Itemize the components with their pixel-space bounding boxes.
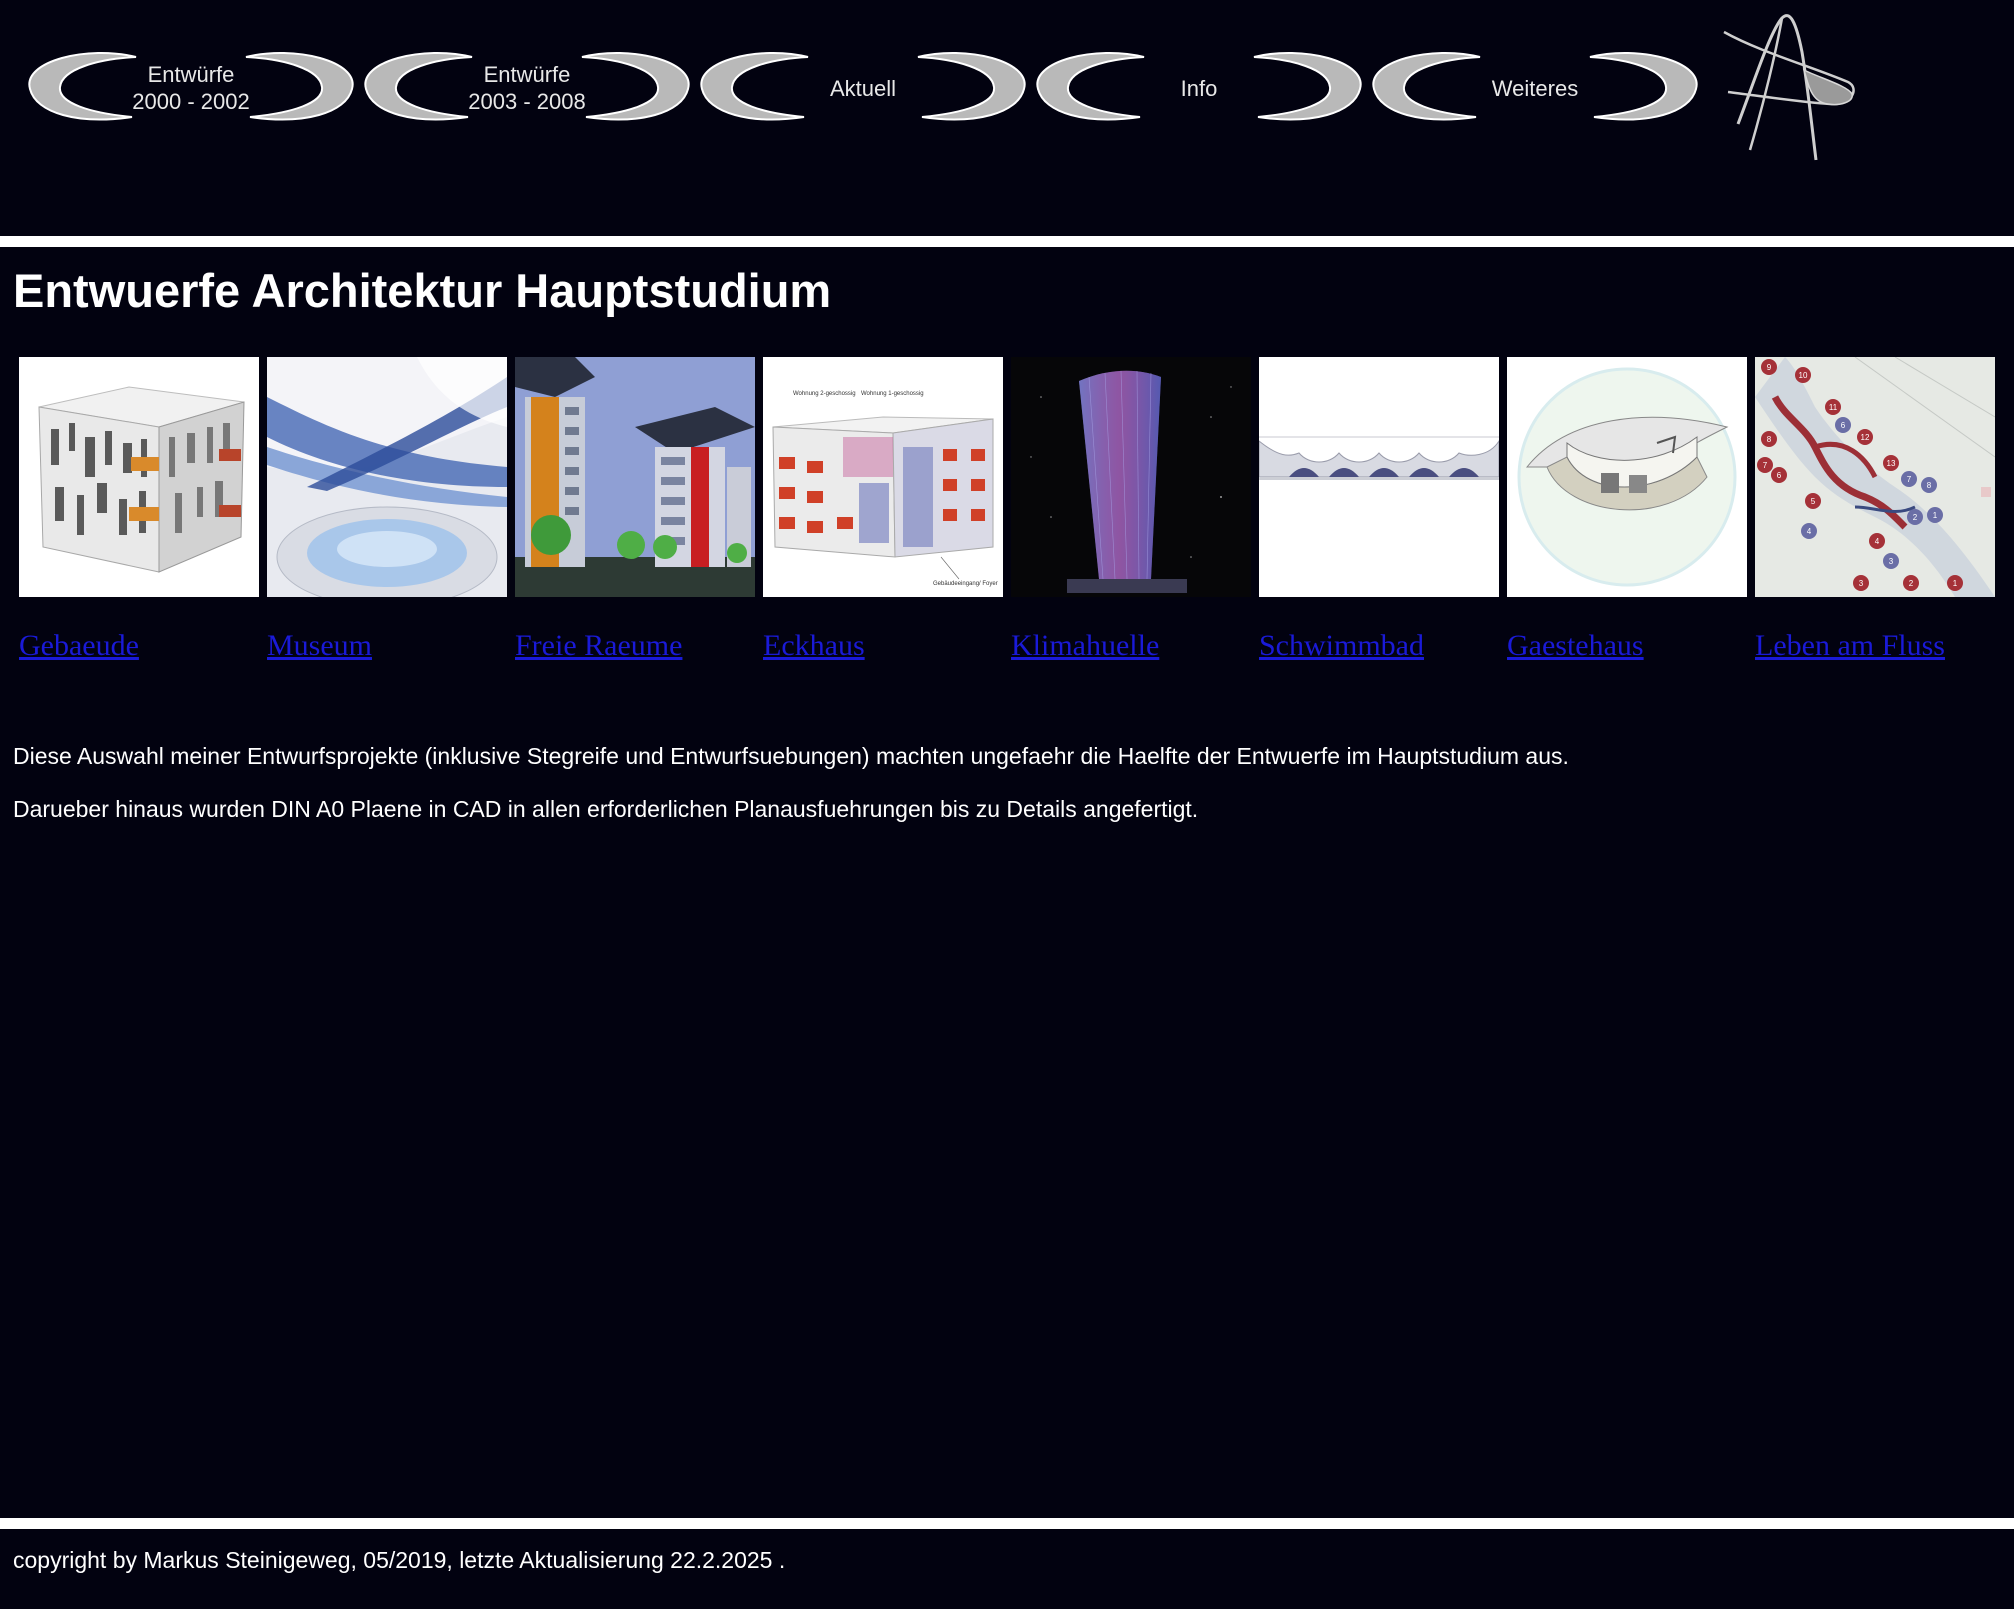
project-thumbnail-leben-am-fluss[interactable] [1755, 357, 1995, 597]
footer-divider [0, 1518, 2014, 1529]
svg-text:13: 13 [1886, 459, 1896, 468]
cad-paragraph: Darueber hinaus wurden DIN A0 Plaene in CAD in allen erforderlichen Planausfuehrungen bis zu Details angefertigt. [13, 796, 1199, 822]
site-plan-marker [1921, 477, 1937, 493]
project-link-gebaeude[interactable]: Gebaeude [19, 629, 139, 662]
white-cube-building-image [19, 357, 259, 597]
svg-text:6: 6 [1776, 471, 1782, 480]
project-thumbnail-gebaeude[interactable] [19, 357, 259, 597]
nav-item-entwuerfe-2003-2008[interactable] [364, 48, 690, 128]
eckhaus-label-c: Gebäudeeingang/ Foyer [933, 581, 998, 587]
project-thumbnail-freie-raeume[interactable] [515, 357, 755, 597]
nav-item-aktuell[interactable] [700, 48, 1026, 128]
nav-label [1036, 48, 1362, 128]
svg-text:7: 7 [1906, 475, 1912, 484]
svg-text:4: 4 [1806, 527, 1812, 536]
project-link-gaestehaus[interactable]: Gaestehaus [1507, 629, 1644, 662]
project-thumbnail-schwimmbad[interactable] [1259, 357, 1499, 597]
eckhaus-label-b: Wohnung 1-geschossig [861, 391, 924, 397]
project-link-eckhaus[interactable]: Eckhaus [763, 629, 865, 662]
project-link-leben-am-fluss[interactable]: Leben am Fluss [1755, 629, 1945, 662]
nav-label-line1: Info [1180, 75, 1218, 101]
svg-text:5: 5 [1810, 497, 1816, 506]
nav-item-info[interactable] [1036, 48, 1362, 128]
page-title: Entwuerfe Architektur Hauptstudium [13, 264, 832, 317]
eckhaus-label-a: Wohnung 2-geschossig [793, 391, 856, 397]
museum-interior-image [267, 357, 507, 597]
nav-item-entwuerfe-2000-2002[interactable] [28, 48, 354, 128]
svg-text:10: 10 [1798, 371, 1808, 380]
header-divider [0, 236, 2014, 247]
site-plan-marker [1757, 457, 1773, 473]
site-plan-marker [1805, 493, 1821, 509]
nav-label-line1: Entwürfe [147, 62, 235, 87]
site-plan-marker [1901, 471, 1917, 487]
nav-item-weiteres[interactable] [1372, 48, 1698, 128]
nav-label-line1: Weiteres [1491, 75, 1579, 101]
corner-house-axonometric-image [763, 357, 1003, 597]
site-plan-marker [1761, 431, 1777, 447]
nav-label [1372, 48, 1698, 128]
svg-text:3: 3 [1858, 579, 1864, 588]
nav-label-line2: 2003 - 2008 [468, 89, 586, 114]
project-link-klimahuelle[interactable]: Klimahuelle [1011, 629, 1160, 662]
nav-label [364, 48, 690, 128]
nav-label-line2: 2000 - 2002 [132, 89, 250, 114]
project-thumbnail-eckhaus[interactable] [763, 357, 1003, 597]
site-plan-marker [1907, 509, 1923, 525]
svg-text:7: 7 [1762, 461, 1768, 470]
svg-text:8: 8 [1926, 481, 1932, 490]
svg-text:8: 8 [1766, 435, 1772, 444]
site-plan-marker [1927, 507, 1943, 523]
svg-text:1: 1 [1952, 579, 1958, 588]
project-thumbnail-museum[interactable] [267, 357, 507, 597]
svg-text:1: 1 [1932, 511, 1938, 520]
site-plan-marker [1801, 523, 1817, 539]
svg-text:3: 3 [1888, 557, 1894, 566]
site-plan-marker [1771, 467, 1787, 483]
top-navigation [0, 0, 2014, 236]
nav-label-line1: Aktuell [829, 75, 897, 101]
intro-paragraph: Diese Auswahl meiner Entwurfsprojekte (inklusive Stegreife und Entwurfsuebungen) machten ungefaehr die Haelfte der Entwuerfe im Hauptstudium aus. [13, 743, 1569, 769]
nav-label-line1: Entwürfe [483, 62, 571, 87]
site-plan-marker [1853, 575, 1869, 591]
site-plan-marker [1903, 575, 1919, 591]
site-plan-marker [1761, 359, 1777, 375]
svg-text:6: 6 [1840, 421, 1846, 430]
svg-text:9: 9 [1766, 363, 1772, 372]
site-plan-marker [1947, 575, 1963, 591]
project-link-schwimmbad[interactable]: Schwimmbad [1259, 629, 1424, 662]
svg-text:2: 2 [1912, 513, 1918, 522]
swimming-pool-roof-image [1259, 357, 1499, 597]
residential-towers-image [515, 357, 755, 597]
svg-text:4: 4 [1874, 537, 1880, 546]
svg-text:11: 11 [1828, 403, 1838, 412]
glass-tower-night-image [1011, 357, 1251, 597]
svg-text:2: 2 [1908, 579, 1914, 588]
svg-text:12: 12 [1860, 433, 1870, 442]
project-thumbnail-gaestehaus[interactable] [1507, 357, 1747, 597]
site-plan-marker [1795, 367, 1811, 383]
project-thumbnail-klimahuelle[interactable] [1011, 357, 1251, 597]
project-link-museum[interactable]: Museum [267, 629, 372, 662]
project-link-freie-raeume[interactable]: Freie Raeume [515, 629, 683, 662]
copyright-text: copyright by Markus Steinigeweg, 05/2019, letzte Aktualisierung 22.2.2025 . [13, 1547, 786, 1573]
site-plan-marker [1883, 553, 1899, 569]
river-site-plan-image [1755, 357, 1995, 597]
nav-label [28, 48, 354, 128]
guest-house-dome-image [1507, 357, 1747, 597]
site-plan-marker [1869, 533, 1885, 549]
site-plan-marker [1883, 455, 1899, 471]
site-plan-marker [1857, 429, 1873, 445]
nav-label [700, 48, 1026, 128]
site-plan-marker [1825, 399, 1841, 415]
site-plan-marker [1835, 417, 1851, 433]
architect-a-logo-icon [1720, 12, 1858, 164]
